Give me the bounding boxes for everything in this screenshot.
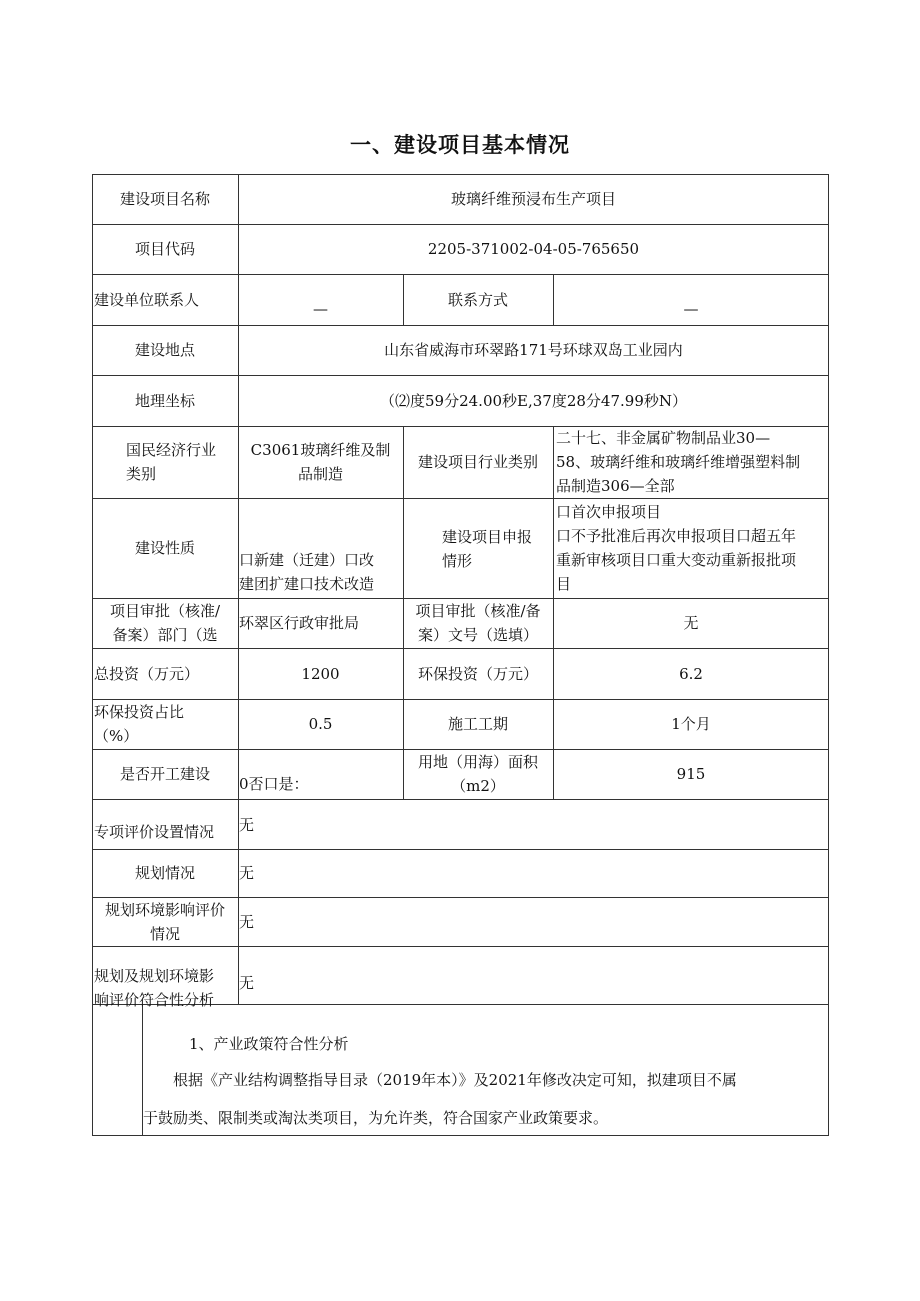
industry-category-label: 国民经济行业 类别 [126,441,217,483]
project-code-label: 项目代码 [134,240,195,258]
construction-started-value: 0否口是： [239,775,309,793]
construction-nature-value: 口新建（迁建）口改 建团扩建口技术改造 [239,551,375,593]
approval-dept-label: 项目审批（核准/ 备案）部门（选 [109,602,221,644]
location-label: 建设地点 [134,341,195,359]
contact-method-value: — [683,299,699,318]
special-evaluation-value: 无 [239,816,255,834]
construction-period-label: 施工工期 [447,715,508,733]
env-investment-label: 环保投资（万元） [417,664,538,683]
approval-dept-value: 环翠区行政审批局 [239,614,360,632]
approval-number-value: 无 [683,614,699,632]
application-type-value: 口首次申报项目 口不予批准后再次申报项目口超五年 重新审核项目口重大变动重新报批项 目 [556,503,797,593]
special-evaluation-label: 专项评价设置情况 [94,822,215,841]
row-divider [92,946,829,947]
total-investment-label: 总投资（万元） [94,664,200,683]
land-area-label: 用地（用海）面积 （m2） [417,753,538,795]
analysis-line-1: 根据《产业结构调整指导目录（2019年本）》及2021年修改决定可知，拟建项目不属 [173,1071,737,1089]
approval-number-label: 项目审批（核准/备 案）文号（选填） [415,602,541,644]
total-investment-value: 1200 [301,664,340,683]
coordinates-value: （⑵度59分24.00秒E,37度28分47.99秒N） [380,391,687,410]
analysis-line-2: 于鼓励类、限制类或淘汰类项目，为允许类，符合国家产业政策要求。 [143,1109,609,1127]
contact-person-label: 建设单位联系人 [94,290,200,309]
planning-label: 规划情况 [134,864,195,882]
contact-person-value: — [313,299,328,318]
location-value: 山东省威海市环翠路171号环球双岛工业园内 [384,341,683,359]
project-name-label: 建设项目名称 [119,190,210,208]
table-border-left [92,174,93,1136]
table-border-bottom [92,1135,829,1136]
contact-method-label: 联系方式 [447,290,508,309]
project-industry-label: 建设项目行业类别 [417,453,538,471]
planning-env-label: 规划环境影响评价 情况 [104,900,225,943]
planning-env-value: 无 [239,912,255,931]
project-code-value: 2205-371002-04-05-765650 [427,240,640,258]
coordinates-label: 地理坐标 [134,391,195,410]
construction-period-value: 1个月 [671,715,711,733]
project-industry-value: 二十七、非金属矿物制品业30— 58、玻璃纤维和玻璃纤维增强塑料制 品制造306—全部 [556,429,801,495]
env-investment-ratio-value: 0.5 [308,715,333,733]
planning-compliance-label: 规划及规划环境影 响评价符合性分析 [94,967,215,1009]
env-investment-value: 6.2 [679,664,703,683]
construction-nature-label: 建设性质 [134,539,195,557]
env-investment-ratio-label: 环保投资占比 （%） [94,703,185,745]
analysis-heading: 1、产业政策符合性分析 [189,1035,349,1053]
industry-category-value: C3061玻璃纤维及制 品制造 [250,441,391,483]
planning-value: 无 [239,864,255,882]
construction-started-label: 是否开工建设 [119,765,210,783]
project-name-value: 玻璃纤维预浸布生产项目 [450,190,616,208]
application-type-label: 建设项目申报 情形 [442,528,533,570]
planning-compliance-value: 无 [239,974,255,992]
land-area-value: 915 [676,765,706,783]
section-title: 一、建设项目基本情况 [350,133,570,157]
project-info-table [92,174,829,1136]
